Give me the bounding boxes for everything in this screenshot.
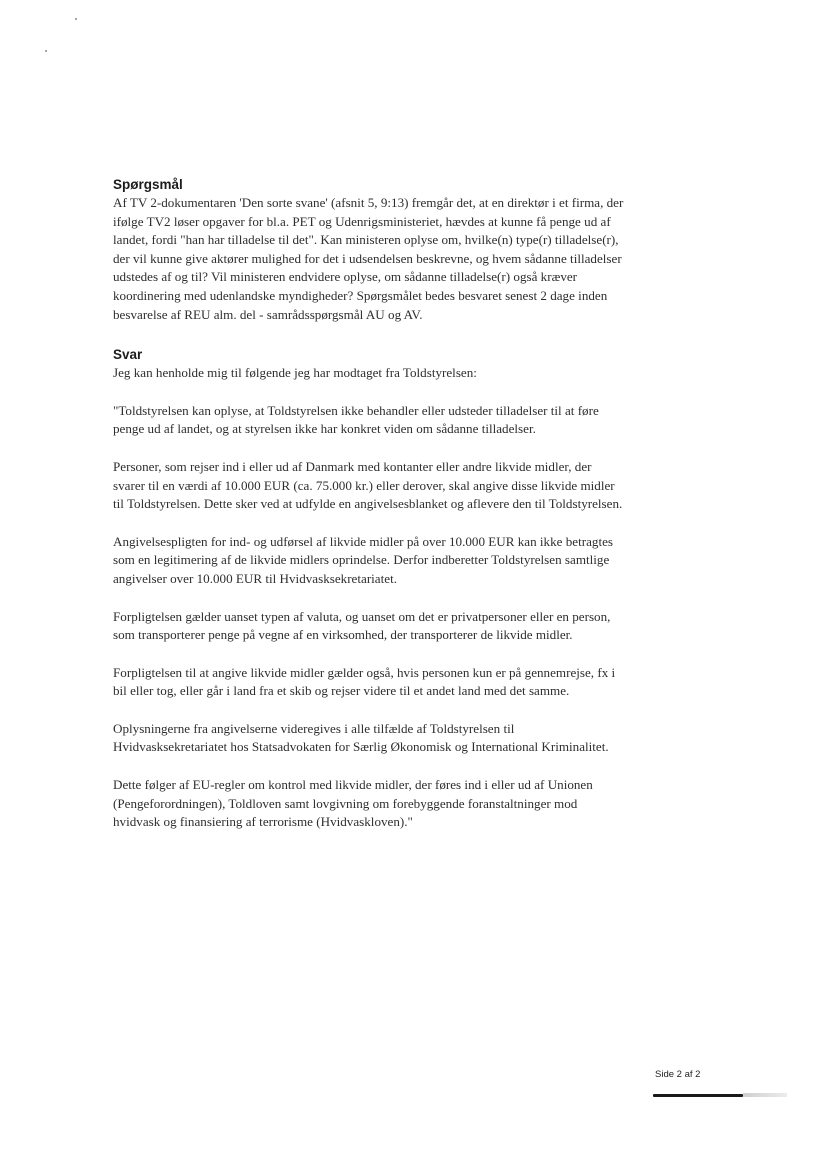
answer-section — [113, 346, 625, 832]
scan-speck — [75, 18, 77, 20]
question-section — [113, 176, 625, 324]
footer-rule-faint — [743, 1093, 787, 1097]
question-text: Af TV 2-dokumentaren 'Den sorte svane' (afsnit 5, 9:13) fremgår det, at en direktør i et firma, der ifølge TV2 løser opgaver for bl.a. PET og Udenrigsministeriet, hævdes at kunne få penge ud af landet, fordi "han har tilladelse til det". Kan ministeren oplyse om, hvilke(n) type(r) tilladelse(r), der vil kunne give aktører mulighed for det i udsendelsen beskrevne, og hvem sådanne tilladelser udstedes af og til? Vil ministeren endvidere oplyse, om sådanne tilladelse(r) også kræver koordinering med udenlandske myndigheder? Spørgsmålet bedes besvaret senest 2 dage inden besvarelse af REU alm. del - samrådsspørgsmål AU og AV. — [113, 195, 624, 322]
question-heading: Spørgsmål — [113, 177, 183, 192]
footer-rule — [653, 1094, 743, 1097]
answer-heading: Svar — [113, 347, 143, 363]
answer-intro: Jeg kan henholde mig til følgende jeg har modtaget fra Toldstyrelsen: — [113, 365, 477, 381]
scan-speck — [45, 50, 47, 52]
answer-paragraph: Dette følger af EU-regler om kontrol med likvide midler, der føres ind i eller ud af Unionen (Pengeforordningen), Toldloven samt lovgivning om forebyggende foranstaltninger mod hvidvask og finansiering af terrorisme (Hvidvaskloven)." — [113, 777, 593, 830]
answer-paragraph: Angivelsespligten for ind- og udførsel af likvide midler på over 10.000 EUR kan ikke betragtes som en legitimering af de likvide midlers oprindelse. Derfor indberetter Toldstyrelsen samtlige angivelser over 10.000 EUR til Hvidvasksekretariatet. — [113, 533, 613, 586]
page-number: Side 2 af 2 — [655, 1069, 701, 1080]
answer-paragraph: "Toldstyrelsen kan oplyse, at Toldstyrelsen ikke behandler eller udsteder tilladelser til at føre penge ud af landet, og at styrelsen ikke har konkret viden om sådanne tilladelser. — [113, 402, 599, 437]
answer-paragraph: Forpligtelsen til at angive likvide midler gælder også, hvis personen kun er på gennemrejse, fx i bil eller tog, eller går i land fra et skib og rejser videre til et andet land med det samme. — [113, 664, 616, 699]
answer-paragraph: Forpligtelsen gælder uanset typen af valuta, og uanset om det er privatpersoner eller en person, som transporterer penge på vegne af en virksomhed, der transporterer de likvide midler. — [113, 608, 611, 643]
document-body — [113, 176, 625, 851]
answer-paragraph: Personer, som rejser ind i eller ud af Danmark med kontanter eller andre likvide midler, der svarer til en værdi af 10.000 EUR (ca. 75.000 kr.) eller derover, skal angive disse likvide midler til Toldstyrelsen. Dette sker ved at udfylde en angivelsesblanket og aflevere den til Toldstyrelsen. — [113, 458, 623, 512]
answer-paragraph: Oplysningerne fra angivelserne videregives i alle tilfælde af Toldstyrelsen til Hvidvasksekretariatet hos Statsadvokaten for Særlig Økonomisk og International Kriminalitet. — [113, 720, 609, 755]
